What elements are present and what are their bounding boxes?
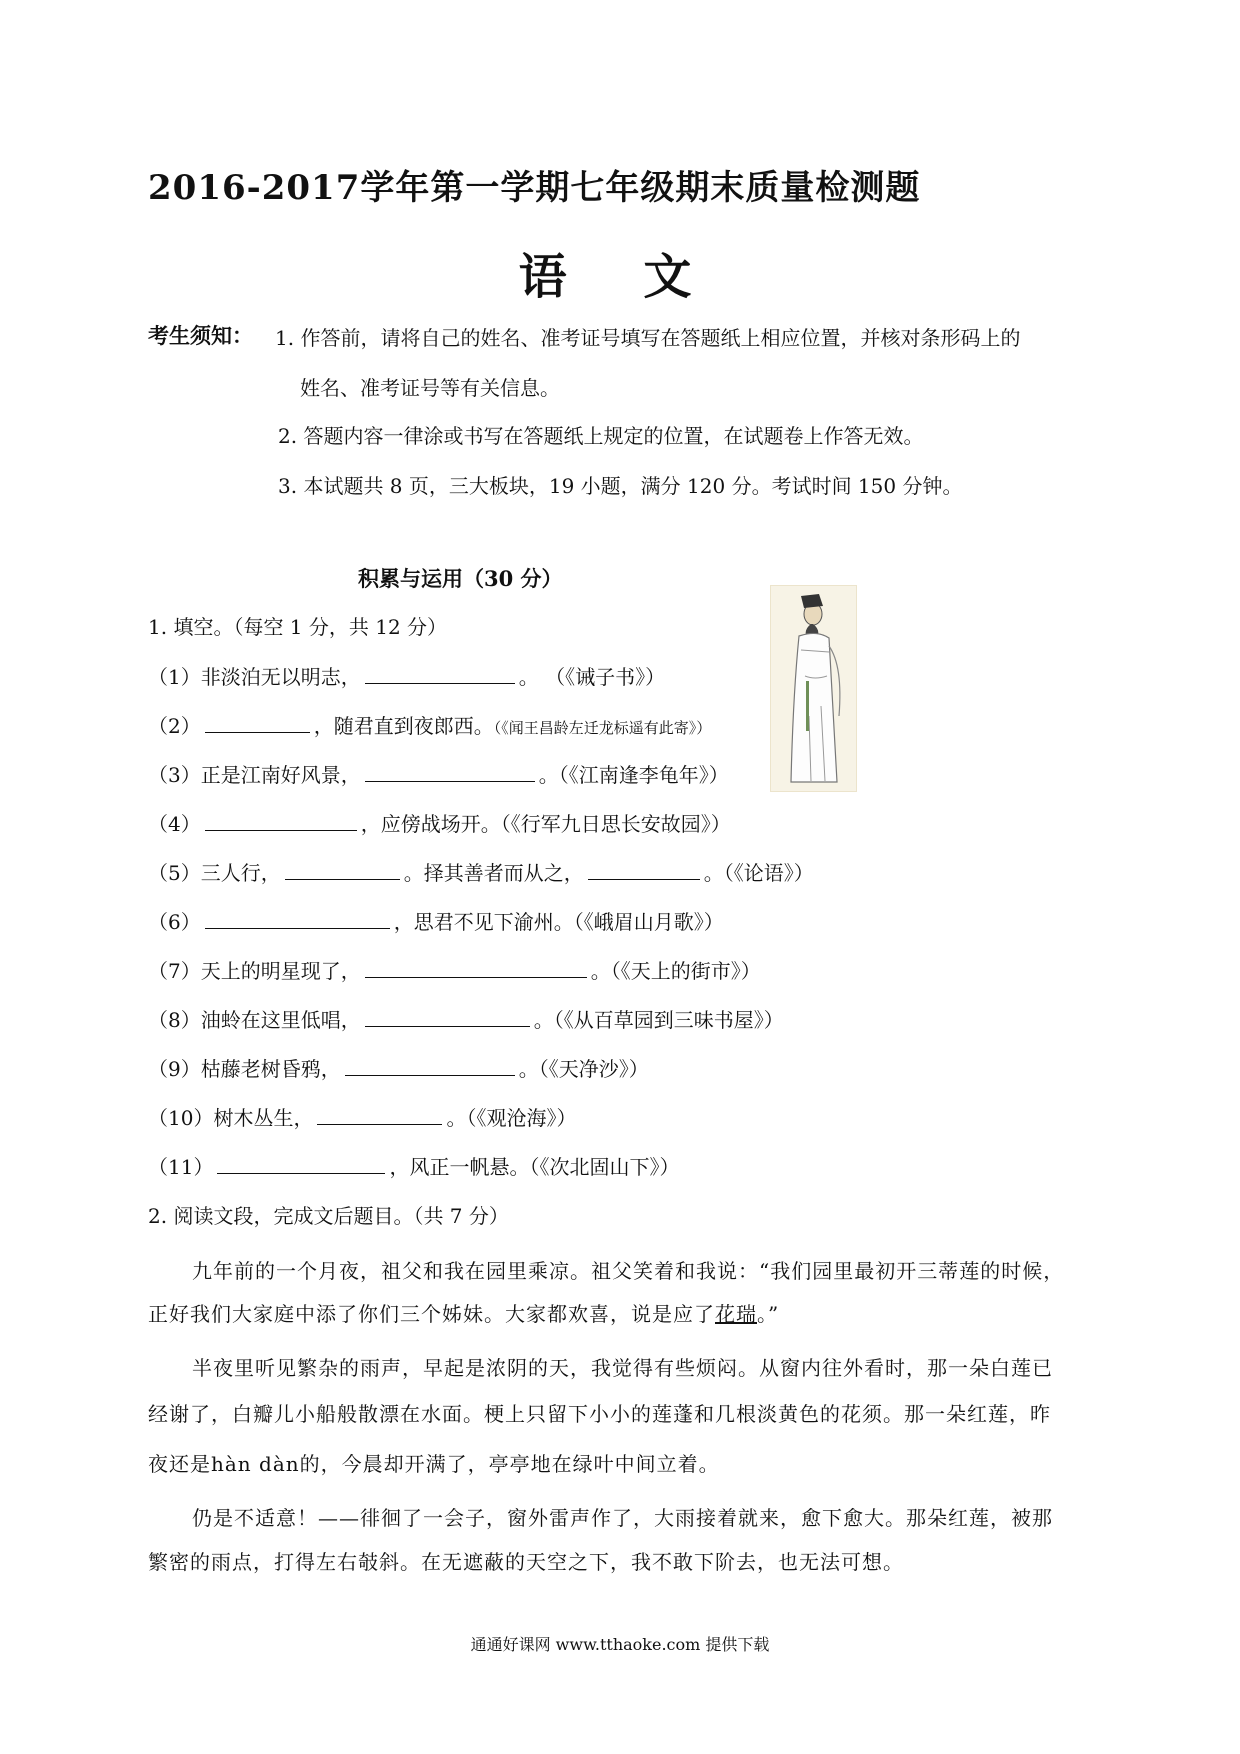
- q1-item-9: [148, 1053, 649, 1082]
- q1-item-2: [148, 710, 711, 739]
- q1-item-6: [148, 906, 724, 935]
- q1-item-5-text: （5）三人行，: [148, 861, 281, 885]
- notice-item-1-cont: 姓名、准考证号等有关信息。: [300, 376, 560, 400]
- answer-blank[interactable]: [205, 810, 357, 831]
- answer-blank[interactable]: [365, 761, 535, 782]
- answer-blank[interactable]: [285, 859, 400, 880]
- q1-item-1-source: 。 （《诫子书》）: [518, 665, 666, 689]
- q1-item-2-text-b: ，随君直到夜郎西。: [313, 714, 494, 738]
- q1-item-3-source: 。（《江南逢李龟年》）: [538, 763, 729, 787]
- q1-heading: 1. 填空。（每空 1 分，共 12 分）: [148, 615, 448, 639]
- answer-blank[interactable]: [345, 1055, 515, 1076]
- q1-item-4-text: （4）: [148, 812, 201, 836]
- q1-item-5: [148, 857, 814, 886]
- page-footer: 通通好课网 www.tthaoke.com 提供下载: [470, 1635, 770, 1654]
- q1-item-7-source: 。（《天上的街市》）: [590, 959, 761, 983]
- q1-item-3-text: （3）正是江南好风景，: [148, 763, 361, 787]
- answer-blank[interactable]: [365, 663, 515, 684]
- q1-item-11-text: （11）: [148, 1155, 214, 1179]
- q1-item-10-text: （10）树木丛生，: [148, 1106, 314, 1130]
- q1-item-8-text: （8）油蛉在这里低唱，: [148, 1008, 361, 1032]
- exam-title: 2016-2017学年第一学期七年级期末质量检测题: [148, 168, 921, 208]
- passage-p2-line2: 经谢了，白瓣儿小船般散漂在水面。梗上只留下小小的莲蓬和几根淡黄色的花须。那一朵红莲，昨: [148, 1402, 1051, 1426]
- passage-p2-line1: 半夜里听见繁杂的雨声，早起是浓阴的天，我觉得有些烦闷。从窗内往外看时，那一朵白莲已: [192, 1356, 1053, 1380]
- passage-p2-line3: 夜还是hàn dàn的，今晨却开满了，亭亭地在绿叶中间立着。: [148, 1452, 720, 1476]
- q1-item-1-text: （1）非淡泊无以明志，: [148, 665, 361, 689]
- answer-blank[interactable]: [217, 1153, 385, 1174]
- q1-item-8: [148, 1004, 784, 1033]
- answer-blank[interactable]: [365, 1006, 530, 1027]
- passage-p1-line1: 九年前的一个月夜，祖父和我在园里乘凉。祖父笑着和我说：“我们园里最初开三蒂莲的时候，: [192, 1259, 1065, 1283]
- q1-item-11-source: ，风正一帆悬。（《次北固山下》）: [389, 1155, 680, 1179]
- q1-item-1: [148, 661, 665, 690]
- q1-item-7: [148, 955, 761, 984]
- q1-item-5-source: 。（《论语》）: [703, 861, 814, 885]
- answer-blank[interactable]: [365, 957, 587, 978]
- q1-item-11: [148, 1151, 679, 1180]
- answer-blank[interactable]: [317, 1104, 442, 1125]
- passage-p3-line1: 仍是不适意！——徘徊了一会子，窗外雷声作了，大雨接着就来，愈下愈大。那朵红莲，被那: [192, 1506, 1053, 1530]
- passage-text: 。”: [757, 1302, 780, 1326]
- q1-item-6-text: （6）: [148, 910, 201, 934]
- notice-label: 考生须知：: [148, 323, 253, 348]
- q1-item-4: [148, 808, 731, 837]
- q1-item-6-source: ，思君不见下渝州。（《峨眉山月歌》）: [393, 910, 724, 934]
- q1-item-9-text: （9）枯藤老树昏鸦，: [148, 1057, 341, 1081]
- q1-item-2-text: （2）: [148, 714, 201, 738]
- q1-item-5-text-b: 。择其善者而从之，: [403, 861, 584, 885]
- q1-item-10-source: 。（《观沧海》）: [446, 1106, 577, 1130]
- q1-item-10: [148, 1102, 576, 1131]
- q1-item-4-source: ，应傍战场开。（《行军九日思长安故园》）: [360, 812, 731, 836]
- q1-item-3: [148, 759, 729, 788]
- q1-item-8-source: 。（《从百草园到三味书屋》）: [533, 1008, 784, 1032]
- answer-blank[interactable]: [205, 908, 390, 929]
- answer-blank[interactable]: [205, 712, 310, 733]
- q1-item-9-source: 。（《天净沙》）: [518, 1057, 649, 1081]
- notice-item-2: 2. 答题内容一律涂或书写在答题纸上规定的位置，在试题卷上作答无效。: [278, 424, 924, 448]
- answer-blank[interactable]: [588, 859, 700, 880]
- passage-p1-line2: [148, 1298, 779, 1327]
- q1-item-7-text: （7）天上的明星现了，: [148, 959, 361, 983]
- q1-item-2-source: （《闻王昌龄左迁龙标遥有此寄》）: [493, 719, 712, 737]
- notice-item-1: 1. 作答前，请将自己的姓名、准考证号填写在答题纸上相应位置，并核对条形码上的: [275, 326, 1021, 350]
- section-heading: 积累与运用（30 分）: [358, 566, 563, 591]
- q2-heading: 2. 阅读文段，完成文后题目。（共 7 分）: [148, 1204, 509, 1228]
- notice-item-3: 3. 本试题共 8 页，三大板块，19 小题，满分 120 分。考试时间 150 分钟。: [278, 474, 963, 498]
- poet-illustration: [770, 585, 857, 792]
- passage-text: 正好我们大家庭中添了你们三个姊妹。大家都欢喜，说是应了: [148, 1302, 715, 1326]
- passage-p3-line2: 繁密的雨点，打得左右攲斜。在无遮蔽的天空之下，我不敢下阶去，也无法可想。: [148, 1550, 904, 1574]
- underlined-term: 花瑞: [715, 1302, 757, 1326]
- scholar-figure-icon: [771, 586, 856, 791]
- subject-title: 语 文: [518, 249, 722, 305]
